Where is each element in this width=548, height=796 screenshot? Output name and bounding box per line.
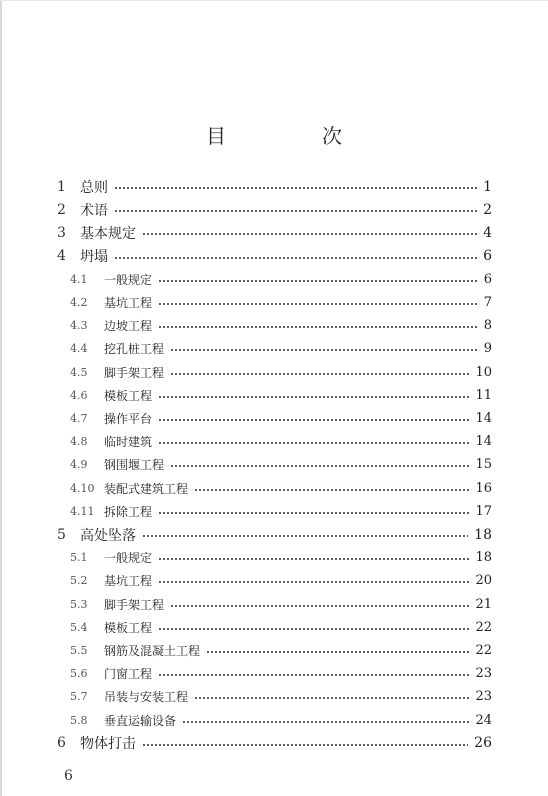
toc-entry-number: 2 (57, 201, 66, 218)
toc-entry-page: 11 (475, 387, 492, 403)
toc-entry-page: 23 (475, 666, 492, 682)
toc-entry[interactable] (0, 198, 548, 221)
toc-entry[interactable] (0, 639, 548, 662)
leader-dots (158, 558, 469, 560)
leader-dots (142, 233, 477, 235)
toc-entry-number: 4.2 (70, 296, 88, 309)
toc-entry-page: 22 (475, 619, 492, 635)
toc-entry-number: 1 (57, 178, 66, 195)
leader-dots (194, 489, 469, 491)
toc-entry[interactable] (0, 291, 548, 314)
leader-dots (158, 303, 478, 305)
toc-entry[interactable] (0, 593, 548, 616)
leader-dots (206, 651, 469, 653)
toc-entry-page: 2 (483, 201, 492, 218)
toc-entry-number: 4.9 (70, 458, 88, 472)
toc-entry-number: 5.6 (70, 667, 88, 681)
toc-entry[interactable] (0, 569, 548, 592)
toc-entry[interactable] (0, 709, 548, 732)
leader-dots (170, 349, 478, 351)
leader-dots (170, 373, 469, 375)
leader-dots (114, 210, 477, 212)
toc-entry-number: 5.1 (70, 551, 88, 565)
toc-entry-number: 5.3 (70, 597, 88, 611)
toc-entry-page: 4 (483, 224, 492, 241)
toc-entry-label: 术语 (80, 202, 108, 219)
toc-entry[interactable] (0, 616, 548, 639)
toc-entry[interactable] (0, 175, 548, 198)
leader-dots (158, 674, 469, 676)
toc-entry-label: 一般规定 (104, 551, 153, 566)
toc-entry-label: 门窗工程 (104, 667, 153, 682)
toc-entry-number: 5.2 (70, 574, 88, 588)
toc-entry-label: 操作平台 (104, 412, 153, 426)
leader-dots (142, 535, 468, 537)
toc-entry[interactable] (0, 685, 548, 708)
toc-entry-page: 10 (475, 364, 492, 380)
leader-dots (158, 419, 469, 421)
leader-dots (114, 187, 477, 189)
toc-entry-number: 5.8 (70, 713, 88, 727)
toc-entry-number: 5.7 (70, 690, 88, 704)
toc-entry-label: 基坑工程 (104, 296, 153, 310)
toc-entry-page: 20 (475, 573, 492, 589)
toc-entry[interactable] (0, 245, 548, 268)
leader-dots (142, 744, 468, 746)
toc-entry-label: 边坡工程 (104, 319, 153, 334)
toc-entry-label: 钢筋及混凝土工程 (104, 644, 201, 658)
toc-entry-page: 18 (475, 550, 492, 566)
toc-entry-label: 模板工程 (104, 388, 153, 403)
toc-entry-number: 4.10 (70, 481, 95, 495)
toc-entry-label: 脚手架工程 (104, 597, 165, 612)
toc-entry-page: 16 (475, 480, 492, 496)
leader-dots (158, 442, 469, 444)
toc-entry[interactable] (0, 500, 548, 523)
toc-entry-label: 基坑工程 (104, 574, 153, 589)
leader-dots (194, 697, 469, 699)
toc-entry-label: 挖孔桩工程 (104, 342, 165, 357)
leader-dots (158, 512, 469, 514)
toc-entry-number: 6 (57, 735, 66, 752)
toc-entry-page: 23 (475, 689, 492, 705)
toc-entry-page: 8 (483, 318, 492, 334)
leader-dots (158, 326, 478, 328)
toc-entry-number: 5.4 (70, 620, 88, 634)
toc-entry-number: 4.6 (70, 388, 88, 402)
toc-entry-label: 拆除工程 (104, 504, 153, 519)
toc-entry-label: 高处坠落 (80, 527, 136, 544)
toc-entry[interactable] (0, 314, 548, 337)
leader-dots (158, 581, 469, 583)
toc-entry-page: 1 (483, 178, 492, 195)
toc-entry[interactable] (0, 523, 548, 546)
toc-entry[interactable] (0, 453, 548, 476)
toc-entry[interactable] (0, 546, 548, 569)
toc-entry-number: 4.11 (70, 504, 95, 518)
toc-entry-page: 22 (475, 643, 492, 658)
toc-entry-label: 物体打击 (80, 736, 136, 753)
toc-entry-page: 24 (475, 712, 492, 728)
toc-entry-page: 17 (475, 503, 492, 519)
toc-entry-page: 21 (475, 596, 492, 612)
leader-dots (158, 280, 478, 282)
toc-entry-label: 一般规定 (104, 272, 153, 287)
leader-dots (170, 605, 469, 607)
toc-entry-label: 基本规定 (80, 225, 136, 242)
toc-entry-page: 9 (483, 341, 492, 357)
toc-entry-number: 5 (57, 526, 66, 543)
toc-entry-page: 14 (475, 411, 492, 426)
page-edge-top (0, 0, 548, 1)
toc-entry[interactable] (0, 477, 548, 500)
toc-entry-number: 5.5 (70, 644, 88, 657)
toc-entry[interactable] (0, 430, 548, 453)
toc-entry-label: 钢围堰工程 (104, 458, 165, 473)
toc-entry-label: 坍塌 (80, 249, 108, 266)
toc-entry-page: 14 (475, 434, 492, 450)
toc-entry-label: 脚手架工程 (104, 365, 165, 380)
toc-entry-page: 15 (475, 457, 492, 473)
toc-entry-page: 26 (474, 735, 492, 752)
toc-entry-label: 装配式建筑工程 (104, 481, 189, 496)
toc-entry-label: 临时建筑 (104, 435, 153, 450)
leader-dots (158, 628, 469, 630)
toc-entry-number: 4 (57, 248, 66, 265)
toc-entry[interactable] (0, 732, 548, 755)
toc-entry-number: 4.7 (70, 412, 88, 425)
toc-entry[interactable] (0, 337, 548, 360)
toc-entry[interactable] (0, 407, 548, 430)
toc-entry-label: 模板工程 (104, 620, 153, 635)
toc-entry-number: 4.5 (70, 365, 88, 379)
toc-entry-page: 18 (474, 526, 492, 543)
toc-entry-number: 4.3 (70, 319, 88, 333)
toc-entry-number: 3 (57, 224, 66, 241)
page-number: 6 (64, 768, 73, 784)
leader-dots (182, 721, 469, 723)
toc-entry-page: 6 (483, 248, 492, 265)
toc-entry-page: 6 (483, 271, 492, 287)
toc-entry[interactable] (0, 361, 548, 384)
toc-entry-number: 4.1 (70, 272, 88, 286)
toc-entry[interactable] (0, 268, 548, 291)
toc-entry-number: 4.4 (70, 342, 88, 356)
toc-entry-label: 吊装与安装工程 (104, 690, 189, 705)
toc-entry-label: 总则 (80, 179, 108, 196)
toc-entry-number: 4.8 (70, 435, 88, 449)
toc-entry-label: 垂直运输设备 (104, 713, 177, 728)
toc-title: 目 次 (206, 124, 380, 148)
toc-entry[interactable] (0, 221, 548, 244)
leader-dots (170, 465, 469, 467)
toc-entry[interactable] (0, 384, 548, 407)
toc-entry-page: 7 (483, 295, 492, 310)
leader-dots (158, 396, 469, 398)
leader-dots (114, 257, 477, 259)
toc-entry[interactable] (0, 662, 548, 685)
